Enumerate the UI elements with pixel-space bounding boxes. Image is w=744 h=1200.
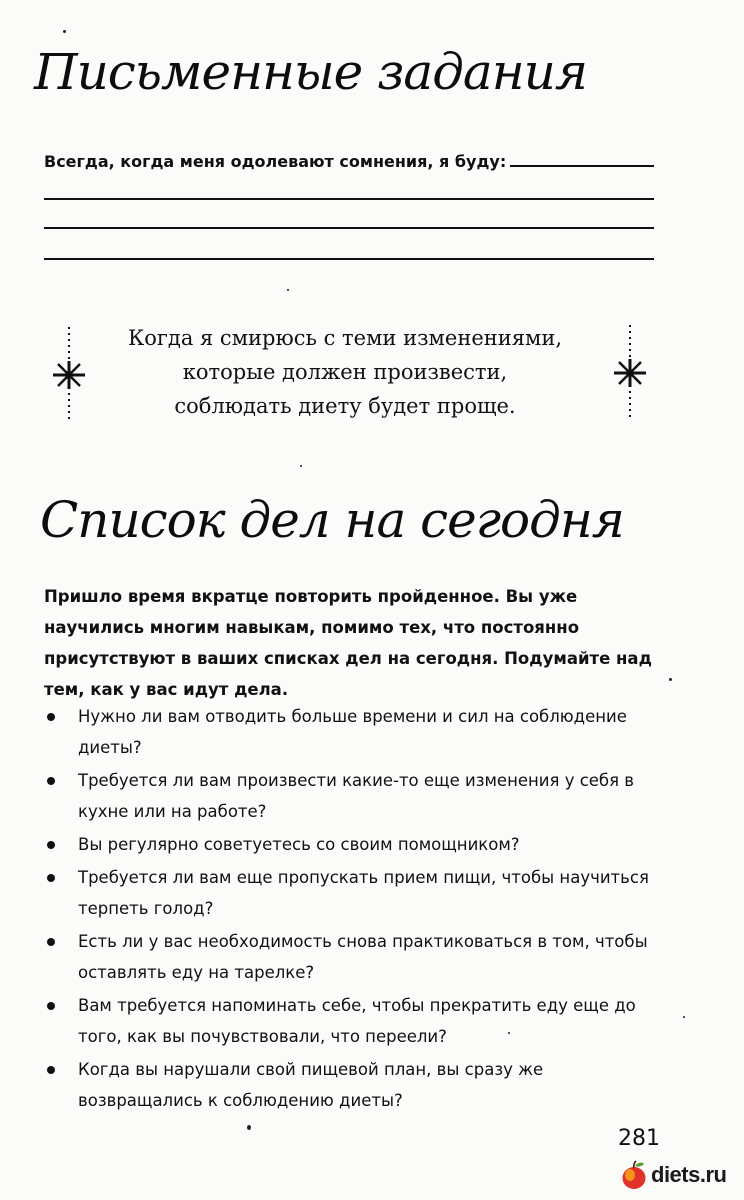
sparkle-star-icon: [49, 325, 89, 425]
scan-speck: [63, 30, 66, 33]
scan-speck: [287, 289, 289, 291]
answer-line[interactable]: [44, 227, 654, 229]
answer-line-inline[interactable]: [510, 148, 654, 167]
watermark-text: diets.ru: [651, 1162, 727, 1187]
scan-speck: [669, 678, 672, 681]
intro-paragraph: Пришло время вкратце повторить пройденное. Вы уже научились многим навыкам, помимо тех, что постоянно присутствуют в ваших списках дел на сегодня. Подумайте над тем, как у вас идут дела.: [44, 587, 652, 699]
answer-line[interactable]: [44, 198, 654, 200]
site-watermark[interactable]: [621, 1160, 726, 1190]
question-list: [44, 701, 658, 1118]
quote-line: Когда я смирюсь с теми изменениями,: [127, 326, 562, 350]
answer-line[interactable]: [44, 258, 654, 260]
list-item: Требуется ли вам еще пропускать прием пищи, чтобы научиться терпеть голод?: [44, 862, 658, 924]
page-number: 281: [618, 1126, 660, 1151]
quote-line: которые должен произвести,: [182, 360, 508, 384]
list-item: Требуется ли вам произвести какие-то еще изменения у себя в кухне или на работе?: [44, 765, 658, 827]
section-title-written-tasks: Письменные задания: [34, 43, 587, 101]
scan-speck: [300, 465, 302, 467]
apple-logo-icon: [621, 1160, 647, 1190]
scan-speck: [247, 1125, 251, 1130]
list-item: Вы регулярно советуетесь со своим помощником?: [44, 829, 658, 860]
motivational-quote: [110, 321, 580, 423]
scan-speck: [508, 1032, 510, 1034]
list-item: Вам требуется напоминать себе, чтобы прекратить еду еще до того, как вы почувствовали, что переели?: [44, 990, 658, 1052]
section-title-todo-list: Список дел на сегодня: [40, 491, 624, 549]
list-item: Есть ли у вас необходимость снова практиковаться в том, чтобы оставлять еду на тарелке?: [44, 926, 658, 988]
sparkle-star-icon: [610, 323, 650, 423]
list-item: Когда вы нарушали свой пищевой план, вы сразу же возвращались к соблюдению диеты?: [44, 1054, 658, 1116]
list-item: Нужно ли вам отводить больше времени и сил на соблюдение диеты?: [44, 701, 658, 763]
prompt-label: Всегда, когда меня одолевают сомнения, я буду:: [44, 152, 507, 171]
scan-speck: [683, 1016, 685, 1018]
quote-line: соблюдать диету будет проще.: [174, 394, 516, 418]
writing-prompt: [44, 148, 654, 174]
